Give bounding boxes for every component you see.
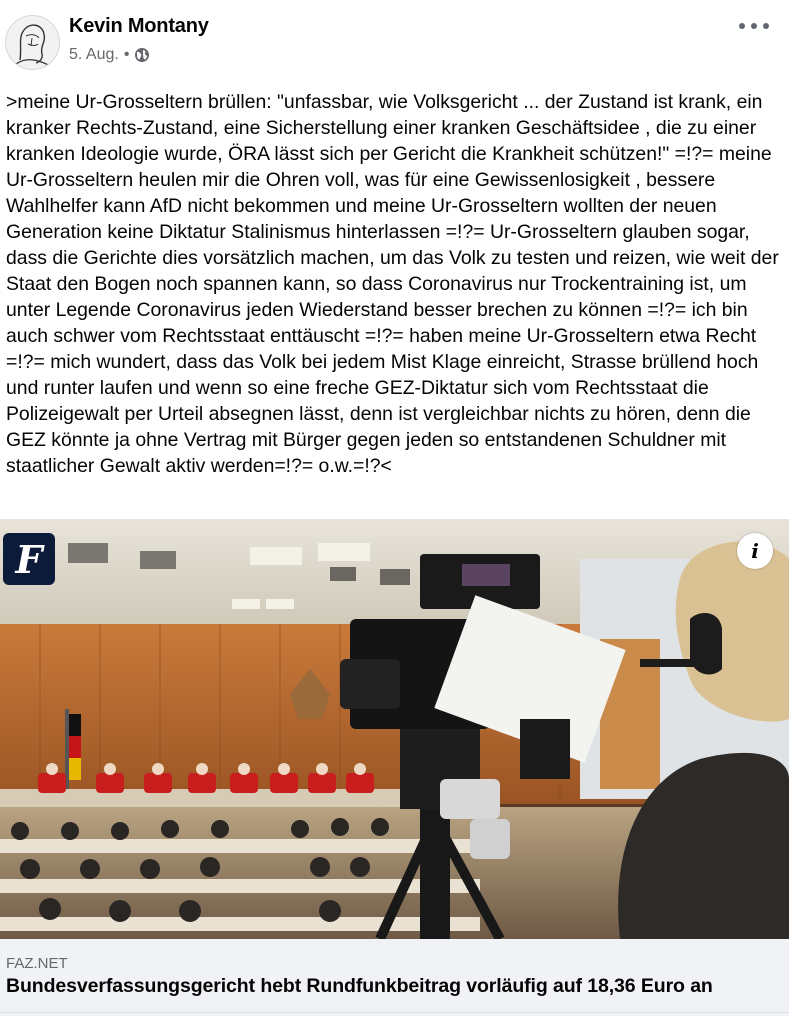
link-preview-image[interactable] bbox=[0, 519, 789, 939]
link-title[interactable]: Bundesverfassungsgericht hebt Rundfunkbeitrag vorläufig auf 18,36 Euro an bbox=[6, 975, 713, 997]
post-text: >meine Ur-Grosseltern brüllen: "unfassbar, wie Volksgericht ... der Zustand ist krank, ein kranker Rechts-Zustand, eine Sicherstellung einer kranken Geschäftsidee , die zu einer kranken Ideologie wurde, ÖRA lässt sich per Gericht die Krankheit schützen!" =!?= meine Ur-Grosseltern heulen mir die Ohren voll, was für eine Gewissenlosigkeit , bessere Wahlhelfer kann AfD nicht bekommen und meine Ur-Grosseltern wollten der neuen Generation keine Diktatur Stalinismus hinterlassen =!?= Ur-Grosseltern glauben sogar, dass die Gerichte dies vorsätzlich machen, um das Volk zu testen und reizen, wie weit der Staat den Bogen noch spannen kann, so dass Coronavirus nur Trockentraining ist, um unter Legende Coronavirus jeden Wiederstand besser brechen zu können =!?= ich bin auch schwer vom Rechtsstaat enttäuscht =!?= haben meine Ur-Grosseltern etwa Recht =!?= mich wundert, dass das Volk bei jedem Mist Klage einreicht, Strasse brüllend hoch und runter laufen und wenn so eine freche GEZ-Diktatur sich vom Rechtsstaat die Polizeigewalt per Urteil absegnen lässt, denn ist vergleichbar nichts zu hören, denn die GEZ könnte ja ohne Vertrag mit Bürger gegen jeden so entstandenen Schuldner mit staatlicher Gewalt aktiv werden=!?= o.w.=!?< bbox=[6, 91, 779, 477]
link-caption[interactable] bbox=[0, 939, 789, 1016]
post-header bbox=[0, 0, 789, 80]
more-horizontal-icon bbox=[763, 23, 769, 29]
avatar-sketch-icon bbox=[6, 16, 59, 69]
author-name[interactable]: Kevin Montany bbox=[69, 15, 209, 37]
link-domain: FAZ.NET bbox=[6, 955, 68, 972]
meta-separator: • bbox=[123, 46, 130, 63]
divider bbox=[0, 1012, 789, 1013]
info-button[interactable]: i bbox=[737, 533, 773, 569]
avatar[interactable] bbox=[5, 15, 60, 70]
more-horizontal-icon bbox=[751, 23, 757, 29]
link-preview[interactable] bbox=[0, 519, 789, 1016]
post-date[interactable]: 5. Aug. bbox=[69, 46, 119, 63]
more-options-button[interactable] bbox=[739, 14, 769, 38]
globe-icon[interactable] bbox=[134, 47, 150, 63]
faz-logo: F bbox=[3, 533, 55, 585]
post-meta bbox=[69, 44, 150, 66]
courtroom-photo bbox=[0, 519, 789, 939]
more-horizontal-icon bbox=[739, 23, 745, 29]
